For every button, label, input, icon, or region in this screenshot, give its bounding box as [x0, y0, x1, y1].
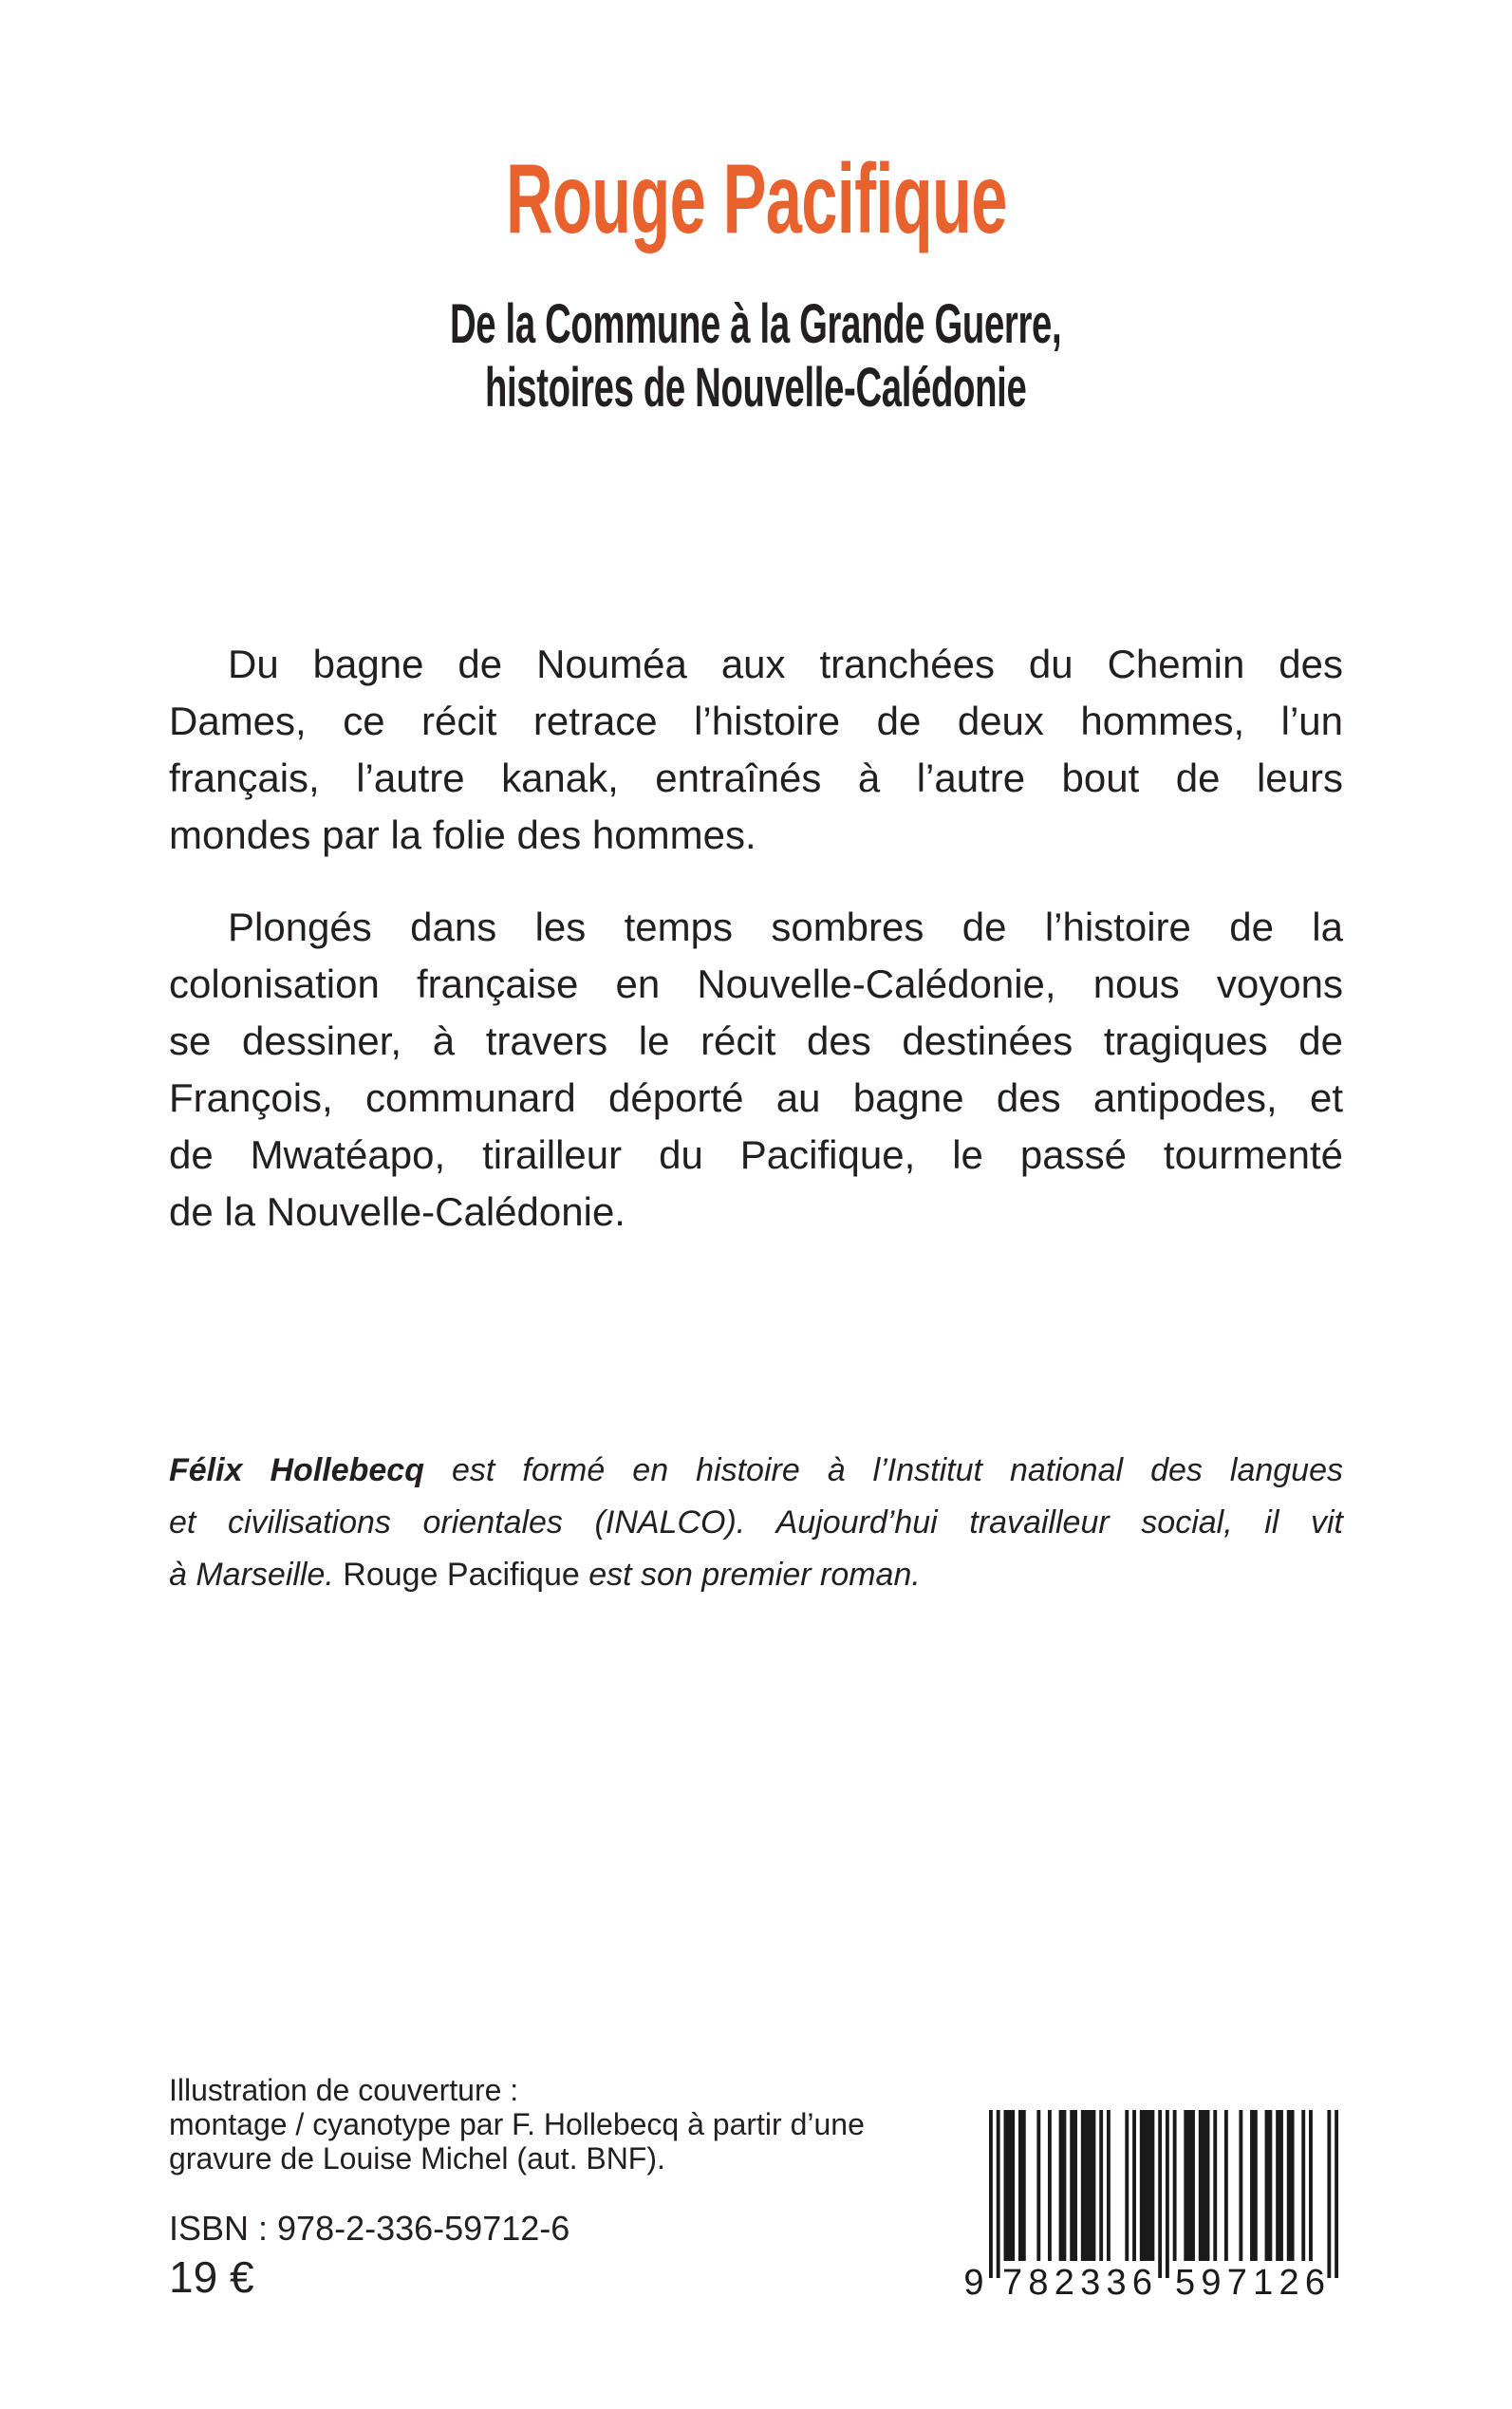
barcode-bar [1301, 2110, 1305, 2261]
bio-line [169, 1497, 1343, 1549]
barcode-bar [989, 2110, 993, 2278]
credit-line: montage / cyanotype par F. Hollebecq à partir d’une [169, 2107, 865, 2141]
credit-line: gravure de Louise Michel (aut. BNF). [169, 2141, 665, 2176]
bio-text: est son premier roman. [579, 1557, 921, 1593]
book-title-text: Rouge Pacifique [505, 144, 1007, 254]
synopsis-line: mondes par la folie des hommes. [169, 812, 756, 857]
barcode-bar [1224, 2110, 1228, 2261]
synopsis-line: français, l’autre kanak, entraînés à l’autre bout de leurs [169, 756, 1343, 800]
synopsis-line: se dessiner, à travers le récit des destinées tragiques de [169, 1018, 1343, 1063]
barcode-bar [1327, 2110, 1331, 2278]
author-bio [169, 1445, 1343, 1601]
ean13-barcode [959, 2110, 1357, 2309]
barcode-bar [1018, 2110, 1026, 2261]
synopsis-line: François, communard déporté au bagne des antipodes, et [169, 1075, 1343, 1120]
barcode-bar [1048, 2110, 1052, 2261]
synopsis-line: de Mwatéapo, tirailleur du Pacifique, le passé tourmenté [169, 1132, 1343, 1177]
synopsis-line: colonisation française en Nouvelle-Calédonie, nous voyons [169, 962, 1343, 1006]
bio-text: est formé en histoire à l’Institut national des langues [423, 1452, 1343, 1488]
synopsis-line: Dames, ce récit retrace l’histoire de deux hommes, l’un [169, 699, 1343, 743]
isbn-label: ISBN : 978-2-336-59712-6 [169, 2209, 570, 2248]
synopsis-line: de la Nouvelle-Calédonie. [169, 1189, 625, 1234]
subtitle-line-2: histoires de Nouvelle-Calédonie [485, 357, 1027, 419]
barcode-bar [997, 2110, 1000, 2278]
subtitle-line-1: De la Commune à la Grande Guerre, [450, 293, 1062, 355]
barcode-bar [1036, 2110, 1040, 2261]
barcode-bar [1265, 2110, 1273, 2261]
synopsis-paragraph [169, 899, 1343, 1241]
barcode-bar [1213, 2110, 1217, 2261]
book-title [0, 144, 1512, 254]
book-title-mention: Rouge Pacifique [343, 1557, 580, 1593]
barcode-bar [1059, 2110, 1067, 2261]
barcode-bar [1070, 2110, 1077, 2261]
bio-line [169, 1445, 1343, 1497]
barcode-bar [1173, 2110, 1177, 2261]
barcode-bar [1140, 2110, 1155, 2261]
barcode-bar [1184, 2110, 1195, 2261]
synopsis-line: Plongés dans les temps sombres de l’histoire de la [228, 905, 1343, 949]
barcode-bar [1099, 2110, 1103, 2261]
synopsis-line: Du bagne de Nouméa aux tranchées du Chemin des [228, 642, 1343, 686]
book-subtitle [0, 292, 1512, 420]
barcode-digit-first: 9 [963, 2263, 984, 2303]
bio-text: à Marseille. [169, 1557, 344, 1593]
barcode-digits-left: 782336 [1002, 2263, 1152, 2303]
barcode-bar [1125, 2110, 1129, 2261]
bio-text: et civilisations orientales (INALCO). Aujourd’hui travailleur social, il vit [169, 1504, 1343, 1541]
barcode-bar [1287, 2110, 1295, 2261]
barcode-bar [1004, 2110, 1016, 2261]
synopsis-paragraph [169, 636, 1343, 864]
credit-line: Illustration de couverture : [169, 2073, 519, 2107]
barcode-bar [1081, 2110, 1096, 2261]
barcode-bar [1309, 2110, 1313, 2261]
barcode-bar [1276, 2110, 1283, 2261]
barcode-bar [1158, 2110, 1162, 2278]
synopsis-text [169, 636, 1343, 1241]
barcode-digits-right: 597126 [1175, 2263, 1325, 2303]
barcode-bar [1250, 2110, 1258, 2261]
barcode-bars [989, 2110, 1338, 2278]
cover-illustration-credit [169, 2073, 865, 2176]
barcode-bar [1239, 2110, 1242, 2261]
barcode-bar [1335, 2110, 1338, 2278]
price-label: 19 € [169, 2252, 254, 2302]
barcode-bar [1132, 2110, 1136, 2261]
barcode-bar [1199, 2110, 1210, 2261]
bio-line [169, 1549, 1343, 1601]
author-name: Félix Hollebecq [169, 1452, 424, 1488]
barcode-bar [1107, 2110, 1111, 2261]
barcode-bar [1166, 2110, 1169, 2278]
